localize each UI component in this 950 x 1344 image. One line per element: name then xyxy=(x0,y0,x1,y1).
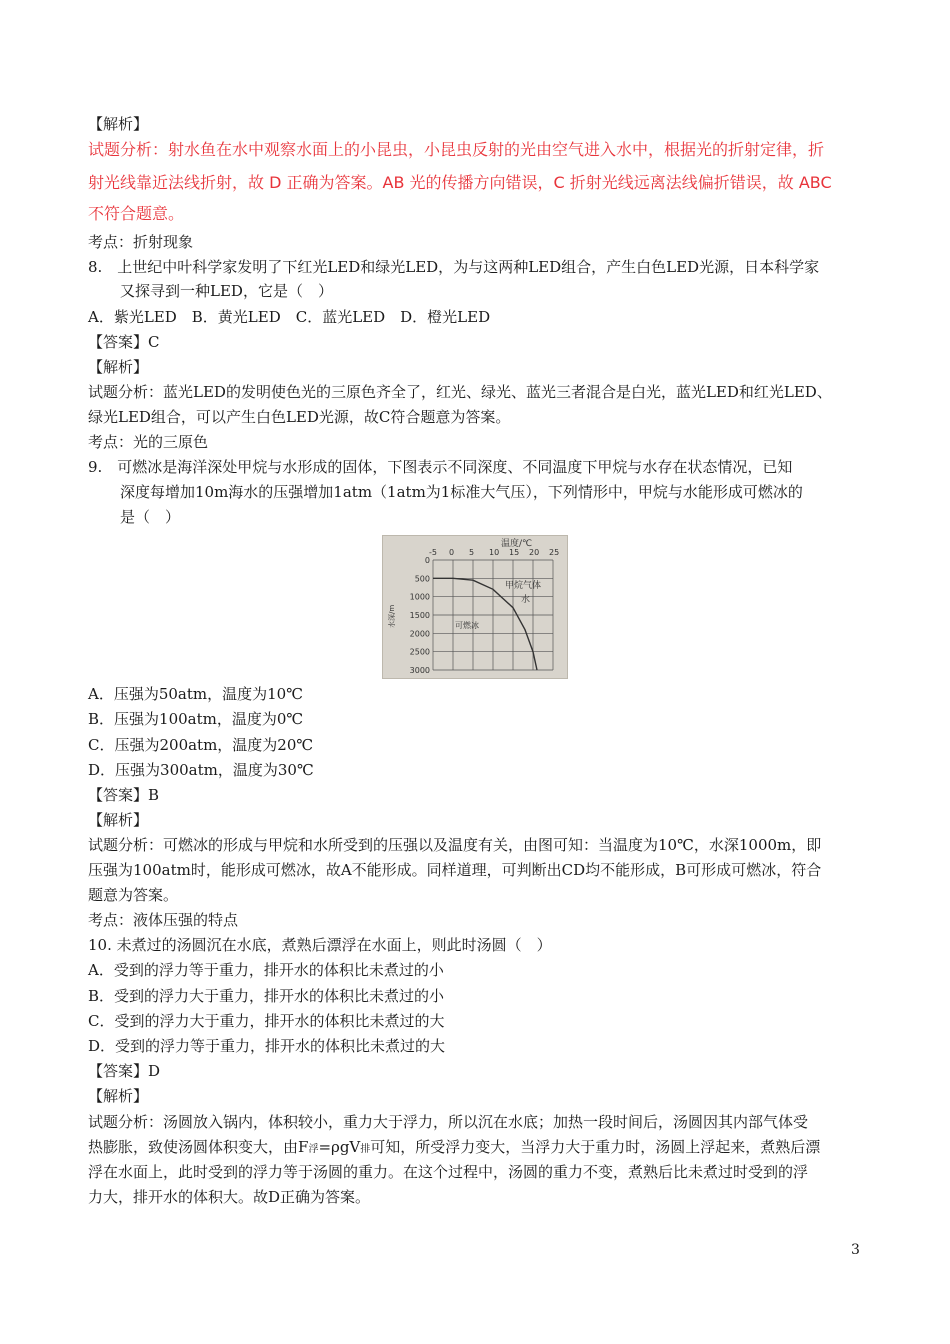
region-label-water: 水 xyxy=(521,595,531,605)
y-tick-label: 0 xyxy=(424,556,430,565)
question-10-option-a: A．受到的浮力等于重力，排开水的体积比未煮过的小 xyxy=(88,961,444,979)
region-label-gas: 甲烷气体 xyxy=(505,581,542,591)
analysis-text: 试题分析：蓝光LED的发明使色光的三原色齐全了，红光、绿光、蓝光三者混合是白光，蓝光LED和红光LED、 xyxy=(88,383,832,401)
analysis-text: 力大，排开水的体积大。故D正确为答案。 xyxy=(88,1188,371,1206)
analysis-text: 试题分析：可燃冰的形成与甲烷和水所受到的压强以及温度有关，由图可知：当温度为10℃，水深1000m，即 xyxy=(88,836,822,854)
question-10: 10. 未煮过的汤圆沉在水底，煮熟后漂浮在水面上，则此时汤圆（ ） xyxy=(88,936,552,954)
knowledge-point: 考点：折射现象 xyxy=(88,233,194,251)
x-tick-label: 0 xyxy=(449,548,455,557)
question-10-option-b: B．受到的浮力大于重力，排开水的体积比未煮过的小 xyxy=(88,987,445,1005)
question-9-cont: 是（ ） xyxy=(120,508,181,526)
analysis-heading: 【解析】 xyxy=(88,1087,149,1105)
analysis-text: 浮在水面上，此时受到的浮力等于汤圆的重力。在这个过程中，汤圆的重力不变，煮熟后比未煮过时受到的浮 xyxy=(88,1163,809,1181)
analysis-text: 题意为答案。 xyxy=(88,886,179,904)
question-9: 9. 可燃冰是海洋深处甲烷与水形成的固体，下图表示不同深度、不同温度下甲烷与水存在状态情况，已知 xyxy=(88,458,793,476)
formula-text: 热膨胀，致使汤圆体积变大，由 xyxy=(88,1138,299,1156)
x-tick-label: -5 xyxy=(429,548,437,557)
answer: 【答案】B xyxy=(88,786,160,804)
question-9-option-a: A．压强为50atm，温度为10℃ xyxy=(88,685,303,703)
question-9-option-d: D．压强为300atm，温度为30℃ xyxy=(88,761,314,779)
x-tick-label: 20 xyxy=(529,548,540,557)
analysis-text: 压强为100atm时，能形成可燃冰，故A不能形成。同样道理，可判断出CD均不能形成，B可形成可燃冰，符合 xyxy=(88,861,822,879)
chart-grid xyxy=(433,560,553,670)
y-tick-label: 3000 xyxy=(409,666,430,675)
analysis-heading: 【解析】 xyxy=(88,115,149,133)
formula-text-end: 可知，所受浮力变大，当浮力大于重力时，汤圆上浮起来，煮熟后漂 xyxy=(370,1138,821,1156)
analysis-text-red: 射光线靠近法线折射，故 D 正确为答案。AB 光的传播方向错误，C 折射光线远离法线偏折错误，故 ABC xyxy=(88,173,832,192)
question-9-option-b: B．压强为100atm，温度为0℃ xyxy=(88,710,304,728)
formula-subscript-buoyancy: 浮 xyxy=(308,1144,319,1155)
analysis-text-red: 试题分析：射水鱼在水中观察水面上的小昆虫，小昆虫反射的光由空气进入水中，根据光的折射定律，折 xyxy=(88,140,825,159)
x-tick-label: 25 xyxy=(549,548,560,557)
y-tick-label: 2500 xyxy=(409,647,430,657)
knowledge-point: 考点：液体压强的特点 xyxy=(88,911,239,929)
analysis-heading: 【解析】 xyxy=(88,358,149,376)
answer: 【答案】C xyxy=(88,333,160,351)
knowledge-point: 考点：光的三原色 xyxy=(88,433,209,451)
x-tick-label: 15 xyxy=(509,548,520,557)
answer: 【答案】D xyxy=(88,1062,161,1080)
formula-subscript-displaced: 排 xyxy=(360,1144,371,1155)
formula-f: F xyxy=(298,1138,309,1156)
question-8-options: A．紫光LED B．黄光LED C．蓝光LED D．橙光LED xyxy=(88,308,491,326)
y-tick-label: 1000 xyxy=(409,592,430,602)
page-number: 3 xyxy=(851,1242,860,1258)
phase-boundary-curve xyxy=(433,578,537,670)
phase-diagram-chart xyxy=(383,536,567,678)
x-tick-label: 5 xyxy=(469,548,475,557)
question-8-cont: 又探寻到一种LED，它是（ ） xyxy=(120,282,333,300)
analysis-text-red: 不符合题意。 xyxy=(88,204,185,223)
analysis-text-formula xyxy=(88,1137,820,1160)
question-9-cont: 深度每增加10m海水的压强增加1atm（1atm为1标准大气压），下列情形中，甲烷与水能形成可燃冰的 xyxy=(120,483,803,501)
x-tick-label: 10 xyxy=(489,548,500,557)
analysis-text: 绿光LED组合，可以产生白色LED光源，故C符合题意为答案。 xyxy=(88,408,511,426)
y-tick-label: 1500 xyxy=(409,611,430,620)
y-tick-label: 2000 xyxy=(409,629,430,639)
x-tick-labels xyxy=(429,548,559,557)
question-9-option-c: C．压强为200atm，温度为20℃ xyxy=(88,736,314,754)
analysis-text: 试题分析：汤圆放入锅内，体积较小，重力大于浮力，所以沉在水底；加热一段时间后，汤圆因其内部气体受 xyxy=(88,1113,809,1131)
formula-mid: =ρgV xyxy=(318,1138,361,1156)
analysis-heading: 【解析】 xyxy=(88,811,149,829)
chart-title: 温度/℃ xyxy=(501,539,533,549)
question-8: 8. 上世纪中叶科学家发明了下红光LED和绿光LED，为与这两种LED组合，产生白色LED光源，日本科学家 xyxy=(88,258,820,276)
y-tick-labels xyxy=(410,556,430,675)
phase-diagram-figure xyxy=(382,535,568,679)
question-10-option-d: D．受到的浮力等于重力，排开水的体积比未煮过的大 xyxy=(88,1037,446,1055)
y-axis-label: 水深/m xyxy=(388,604,396,628)
y-tick-label: 500 xyxy=(414,574,430,584)
region-label-ice: 可燃冰 xyxy=(455,621,479,630)
question-10-option-c: C．受到的浮力大于重力，排开水的体积比未煮过的大 xyxy=(88,1012,445,1030)
